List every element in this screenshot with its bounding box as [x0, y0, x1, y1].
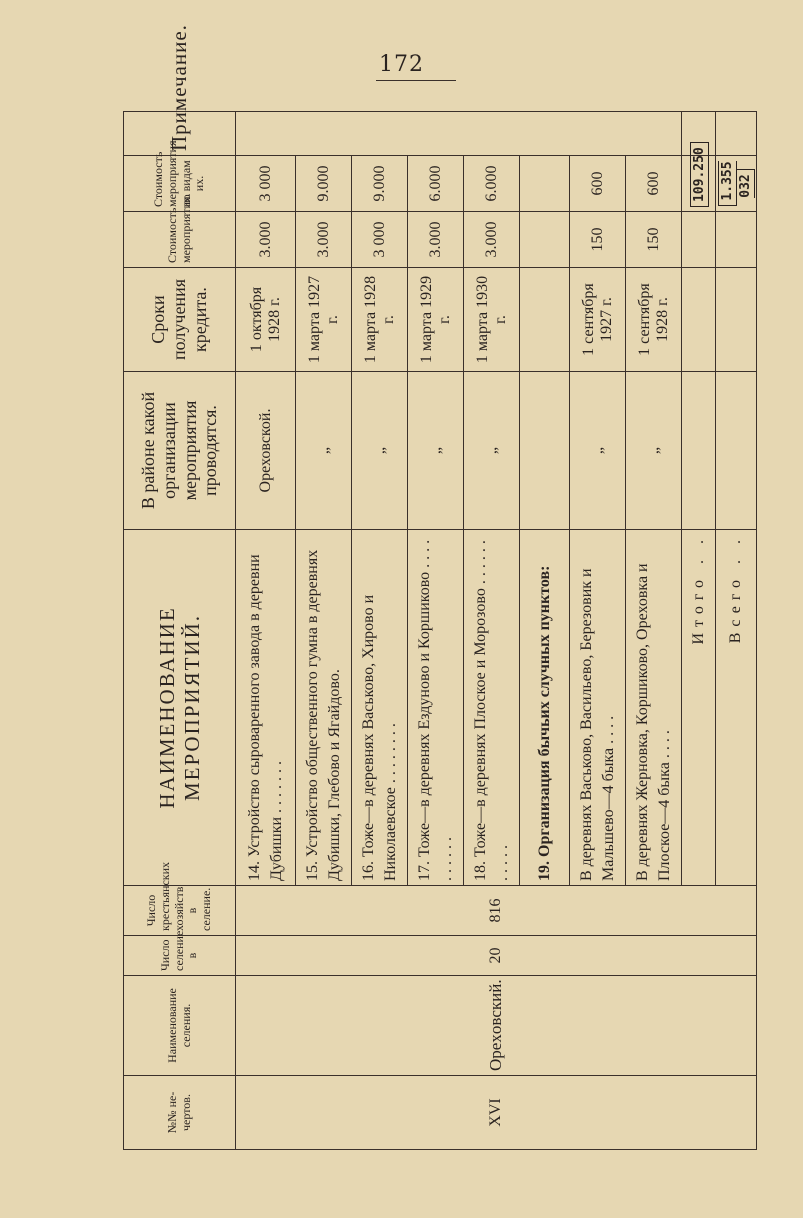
- measure-term: 1 марта 1929 г.: [408, 268, 464, 372]
- measure-credit: 6.000: [408, 156, 464, 212]
- measure-cost: 150: [626, 212, 682, 268]
- measure-name: 16. Тоже—в деревнях Васьково, Хирово и Николаевское . . . . . . . .: [352, 530, 408, 886]
- measure-term: 1 марта 1930 г.: [464, 268, 520, 372]
- group-farms: 816: [236, 886, 757, 936]
- measure-cost: 3.000: [296, 212, 352, 268]
- measure-credit: [520, 156, 570, 212]
- total-empty: [682, 268, 716, 372]
- measure-credit: 9.000: [352, 156, 408, 212]
- group-village: [236, 976, 757, 1076]
- measure-org: „: [352, 372, 408, 530]
- village-letter: в: [486, 1017, 505, 1026]
- measure-credit: 600: [570, 156, 626, 212]
- header-row: [124, 112, 236, 1150]
- header-farms: Число крестьянских хозяйств в селение.: [124, 886, 236, 936]
- measure-org: „: [408, 372, 464, 530]
- measure-org: „: [626, 372, 682, 530]
- measure-cost: 3.000: [464, 212, 520, 268]
- measure-name: 15. Устройство общественного гумна в деревнях Дубишки, Глебово и Ягайдово.: [296, 530, 352, 886]
- measure-credit: 3 000: [236, 156, 296, 212]
- total-value-box: 109.250: [690, 142, 709, 207]
- measure-name-bold-text: 19. Организация бычьих случных пунктов:: [535, 565, 553, 881]
- measure-term: 1 сентября 1928 г.: [626, 268, 682, 372]
- village-letter: и: [486, 992, 505, 1002]
- village-letter: с: [486, 1010, 505, 1018]
- group-number: XVI: [236, 1076, 757, 1150]
- header-org: В районе какой организации мероприятия проводятся.: [124, 372, 236, 530]
- measure-name: 17. Тоже—в деревнях Ездуново и Коршиково . . . . . . . . . .: [408, 530, 464, 886]
- measure-term: [520, 268, 570, 372]
- total-value: [682, 147, 716, 212]
- total-empty: [716, 372, 757, 530]
- total-empty: [716, 212, 757, 268]
- header-no: №№ не-чертов.: [124, 1076, 236, 1150]
- grand-total-value: [716, 156, 757, 212]
- village-letter: О: [486, 1058, 505, 1071]
- measure-org: „: [464, 372, 520, 530]
- measure-org: „: [296, 372, 352, 530]
- measure-credit: 9.000: [296, 156, 352, 212]
- measure-cost: 3.000: [408, 212, 464, 268]
- header-name: НАИМЕНОВАНИЕ МЕРОПРИЯТИЙ.: [124, 530, 236, 886]
- header-households: Число селение в: [124, 936, 236, 976]
- header-term: Сроки получения кредита.: [124, 268, 236, 372]
- total-empty: [682, 372, 716, 530]
- village-letter: р: [486, 1050, 505, 1059]
- measure-term: 1 октября 1928 г.: [236, 268, 296, 372]
- village-letter: х: [486, 1034, 505, 1043]
- measure-term: 1 марта 1927 г.: [296, 268, 352, 372]
- page-number-rule: [376, 80, 456, 81]
- total-empty: [716, 112, 757, 156]
- measure-name: В деревнях Васьково, Васильево, Березовик и Мальшево—4 быка . . . .: [570, 530, 626, 886]
- measure-name: 14. Устройство сыроваренного завода в деревни Дубишки . . . . . . .: [236, 530, 296, 886]
- note-cell: [236, 112, 682, 156]
- measure-term: 1 сентября 1927 г.: [570, 268, 626, 372]
- measure-cost: 3.000: [236, 212, 296, 268]
- measure-org: „: [570, 372, 626, 530]
- total-empty: [716, 268, 757, 372]
- page-number: 172: [379, 52, 424, 77]
- header-cost-by-credit: Стоимость мероприятия по видам их.: [124, 156, 236, 212]
- village-letter: е: [486, 1042, 505, 1051]
- measure-term: 1 марта 1928 г.: [352, 268, 408, 372]
- measure-credit: 6.000: [464, 156, 520, 212]
- village-letter: к: [486, 1001, 505, 1011]
- village-letter: о: [486, 1025, 505, 1035]
- header-village: Наименование селения.: [124, 976, 236, 1076]
- grand-total-label: Всего . .: [716, 530, 757, 886]
- village-letter: й.: [486, 979, 505, 993]
- measure-org: Ореховской.: [236, 372, 296, 530]
- measure-cost: [520, 212, 570, 268]
- grand-total-value-box: 1.355 032: [718, 161, 755, 205]
- total-label: Итого . .: [682, 530, 716, 886]
- header-cost: Стоимость мероприятия.: [124, 212, 236, 268]
- measure-credit: 600: [626, 156, 682, 212]
- measure-cost: 3 000: [352, 212, 408, 268]
- table-row: [236, 112, 296, 1150]
- group-households: 20: [236, 936, 757, 976]
- measure-org: [520, 372, 570, 530]
- village-letters: [486, 980, 506, 1071]
- total-empty: [682, 212, 716, 268]
- measure-name-bold: [520, 530, 570, 886]
- measure-name: В деревнях Жерновка, Коршиково, Ореховка и Плоское—4 быка . . . .: [626, 530, 682, 886]
- measure-name: 18. Тоже—в деревнях Плоское и Морозово . . . . . . . . . . .: [464, 530, 520, 886]
- header-note: Примечание.: [124, 112, 236, 156]
- measure-cost: 150: [570, 212, 626, 268]
